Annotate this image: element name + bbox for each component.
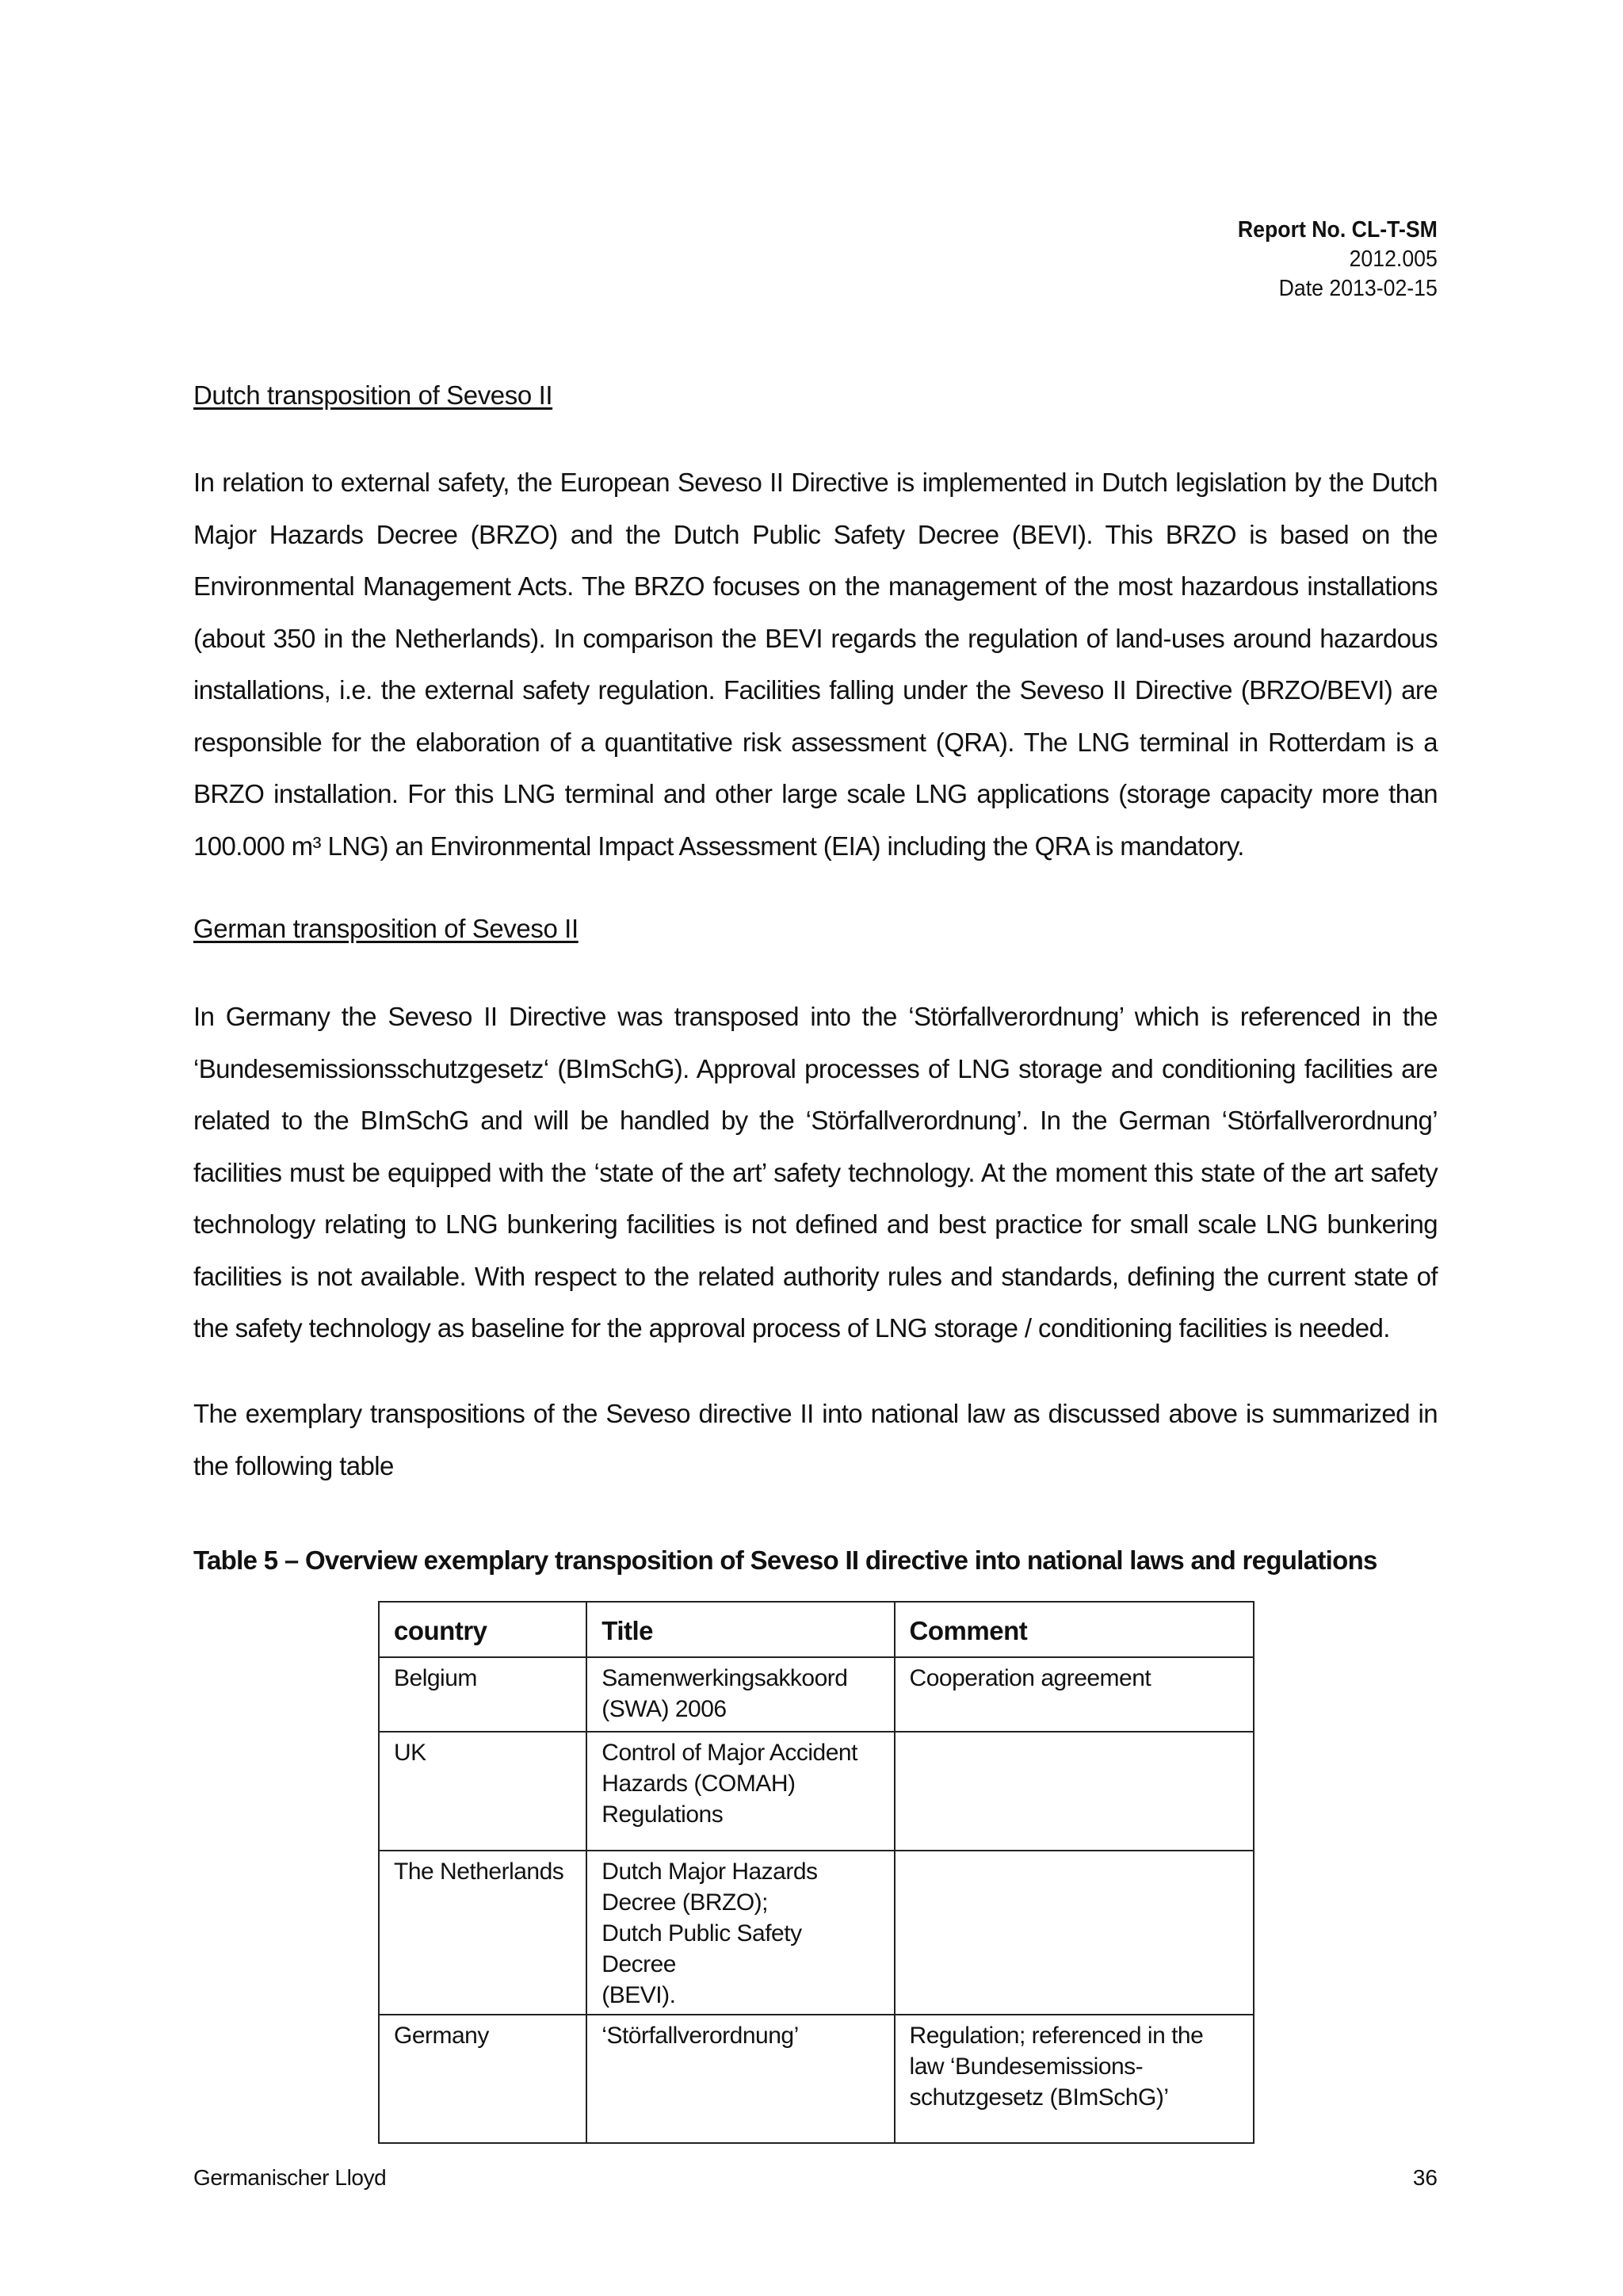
footer-company: Germanischer Lloyd <box>193 2165 387 2190</box>
transposition-table <box>378 1601 1254 2144</box>
report-number-value: 2012.005 <box>1349 246 1438 272</box>
cell-title <box>586 1657 894 1732</box>
table-row <box>379 1657 1254 1732</box>
cell-comment-line: schutzgesetz (BImSchG)’ <box>909 2084 1169 2111</box>
cell-title <box>586 1851 894 2015</box>
cell-comment <box>895 2015 1254 2143</box>
cell-country: UK <box>379 1732 586 1851</box>
summary-paragraph: The exemplary transpositions of the Seveso directive II into national law as discussed above is summarized in the following table <box>193 1399 1438 1480</box>
report-date: Date 2013-02-15 <box>1278 276 1438 301</box>
report-number-label: Report No. CL-T-SM <box>1238 217 1438 243</box>
column-header-title: Title <box>586 1602 894 1657</box>
cell-title-line: Control of Major Accident <box>601 1740 857 1766</box>
cell-country: Belgium <box>379 1657 586 1732</box>
column-header-country: country <box>379 1602 586 1657</box>
cell-country: The Netherlands <box>379 1851 586 2015</box>
cell-title-line: ‘Störfallverordnung’ <box>601 2023 799 2049</box>
column-header-comment: Comment <box>895 1602 1254 1657</box>
cell-title-line: Dutch Major Hazards <box>601 1859 818 1885</box>
cell-comment <box>895 1851 1254 2015</box>
cell-comment-line: Regulation; referenced in the <box>909 2023 1204 2049</box>
report-header <box>1238 216 1438 304</box>
german-section-heading: German transposition of Seveso II <box>193 914 579 943</box>
cell-comment-line: law ‘Bundesemissions- <box>909 2053 1144 2080</box>
cell-title-line: Samenwerkingsakkoord <box>601 1665 848 1691</box>
table-row <box>379 1851 1254 2015</box>
cell-title-line: Hazards (COMAH) <box>601 1771 796 1797</box>
table-caption: Table 5 – Overview exemplary transposition of Seveso II directive into national laws and regulations <box>193 1545 1377 1575</box>
footer-page-number: 36 <box>1412 2165 1438 2190</box>
german-section-paragraph: In Germany the Seveso II Directive was transposed into the ‘Störfallverordnung’ which is referenced in the ‘Bundesemissionsschutzgesetz‘ (BImSchG). Approval processes of LNG storage and conditioning facilities are related to the BImSchG and will be handled by the ‘Störfallverordnung’. In the German ‘Störfallverordnung’ facilities must be equipped with the ‘state of the art’ safety technology. At the moment this state of the art safety technology relating to LNG bunkering facilities is not defined and best practice for small scale LNG bunkering facilities is not available. With respect to the related authority rules and standards, defining the current state of the safety technology as baseline for the approval process of LNG storage / conditioning facilities is needed. <box>193 1002 1438 1343</box>
cell-country: Germany <box>379 2015 586 2143</box>
cell-comment <box>895 1732 1254 1851</box>
table-header-row <box>379 1602 1254 1657</box>
cell-title-line: (BEVI). <box>601 1982 676 2008</box>
cell-title <box>586 1732 894 1851</box>
cell-comment-line: Cooperation agreement <box>909 1665 1151 1691</box>
cell-title-line: Regulations <box>601 1801 724 1828</box>
table-row <box>379 2015 1254 2143</box>
cell-title-line: (SWA) 2006 <box>601 1696 727 1722</box>
table-row <box>379 1732 1254 1851</box>
dutch-section-paragraph: In relation to external safety, the European Seveso II Directive is implemented in Dutch legislation by the Dutch Major Hazards Decree (BRZO) and the Dutch Public Safety Decree (BEVI). This BRZO is based on the Environmental Management Acts. The BRZO focuses on the management of the most hazardous installations (about 350 in the Netherlands). In comparison the BEVI regards the regulation of land-uses around hazardous installations, i.e. the external safety regulation. Facilities falling under the Seveso II Directive (BRZO/BEVI) are responsible for the elaboration of a quantitative risk assessment (QRA). The LNG terminal in Rotterdam is a BRZO installation. For this LNG terminal and other large scale LNG applications (storage capacity more than 100.000 m³ LNG) an Environmental Impact Assessment (EIA) including the QRA is mandatory. <box>193 468 1438 861</box>
cell-title-line: Dutch Public Safety Decree <box>601 1920 802 1977</box>
cell-title <box>586 2015 894 2143</box>
cell-title-line: Decree (BRZO); <box>601 1889 768 1916</box>
cell-comment <box>895 1657 1254 1732</box>
dutch-section-heading: Dutch transposition of Seveso II <box>193 380 553 410</box>
